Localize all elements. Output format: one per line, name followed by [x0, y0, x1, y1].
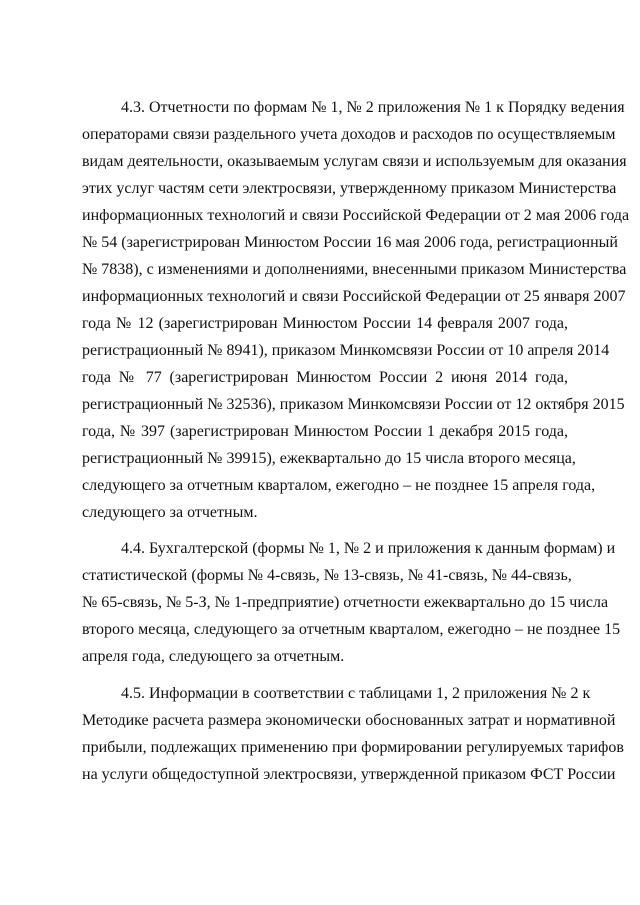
text-line: 4.4. Бухгалтерской (формы № 1, № 2 и приложения к данным формам) и: [121, 540, 616, 557]
text-line: видам деятельности, оказываемым услугам связи и используемым для оказания: [82, 153, 627, 170]
text-line: года № 12 (зарегистрирован Минюстом России 14 февраля 2007 года,: [82, 315, 568, 332]
text-line: на услуги общедоступной электросвязи, утвержденной приказом ФСТ России: [82, 766, 616, 783]
text-line: статистической (формы № 4-связь, № 13-связь, № 41-связь, № 44-связь,: [82, 567, 572, 584]
text-line: операторами связи раздельного учета доходов и расходов по осуществляемым: [82, 126, 616, 143]
text-line: апреля года, следующего за отчетным.: [82, 648, 345, 665]
text-line: этих услуг частям сети электросвязи, утвержденному приказом Министерства: [82, 180, 617, 197]
text-line: Методике расчета размера экономически обоснованных затрат и нормативной: [82, 712, 616, 729]
text-line: регистрационный № 39915), ежеквартально до 15 числа второго месяца,: [82, 450, 576, 467]
text-line: информационных технологий и связи Российской Федерации от 2 мая 2006 года: [82, 207, 630, 224]
text-line: № 65-связь, № 5-З, № 1-предприятие) отчетности ежеквартально до 15 числа: [82, 594, 609, 611]
text-line: следующего за отчетным кварталом, ежегодно – не позднее 15 апреля года,: [82, 477, 596, 494]
text-line: № 7838), с изменениями и дополнениями, внесенными приказом Министерства: [82, 261, 627, 278]
text-line: 4.3. Отчетности по формам № 1, № 2 приложения № 1 к Порядку ведения: [121, 99, 625, 116]
text-line: прибыли, подлежащих применению при формировании регулируемых тарифов: [82, 739, 624, 756]
text-line: регистрационный № 8941), приказом Минкомсвязи России от 10 апреля 2014: [82, 342, 610, 359]
text-line: № 54 (зарегистрирован Минюстом России 16 мая 2006 года, регистрационный: [82, 234, 618, 251]
text-line: второго месяца, следующего за отчетным кварталом, ежегодно – не позднее 15: [82, 621, 621, 638]
text-line: регистрационный № 32536), приказом Минкомсвязи России от 12 октября 2015: [82, 396, 625, 413]
text-line: года, № 397 (зарегистрирован Минюстом России 1 декабря 2015 года,: [82, 423, 568, 440]
text-line: следующего за отчетным.: [82, 504, 258, 521]
text-line: года № 77 (зарегистрирован Минюстом России 2 июня 2014 года,: [82, 369, 568, 386]
text-line: информационных технологий и связи Российской Федерации от 25 января 2007: [82, 288, 626, 305]
text-line: 4.5. Информации в соответствии с таблицами 1, 2 приложения № 2 к: [121, 685, 591, 702]
